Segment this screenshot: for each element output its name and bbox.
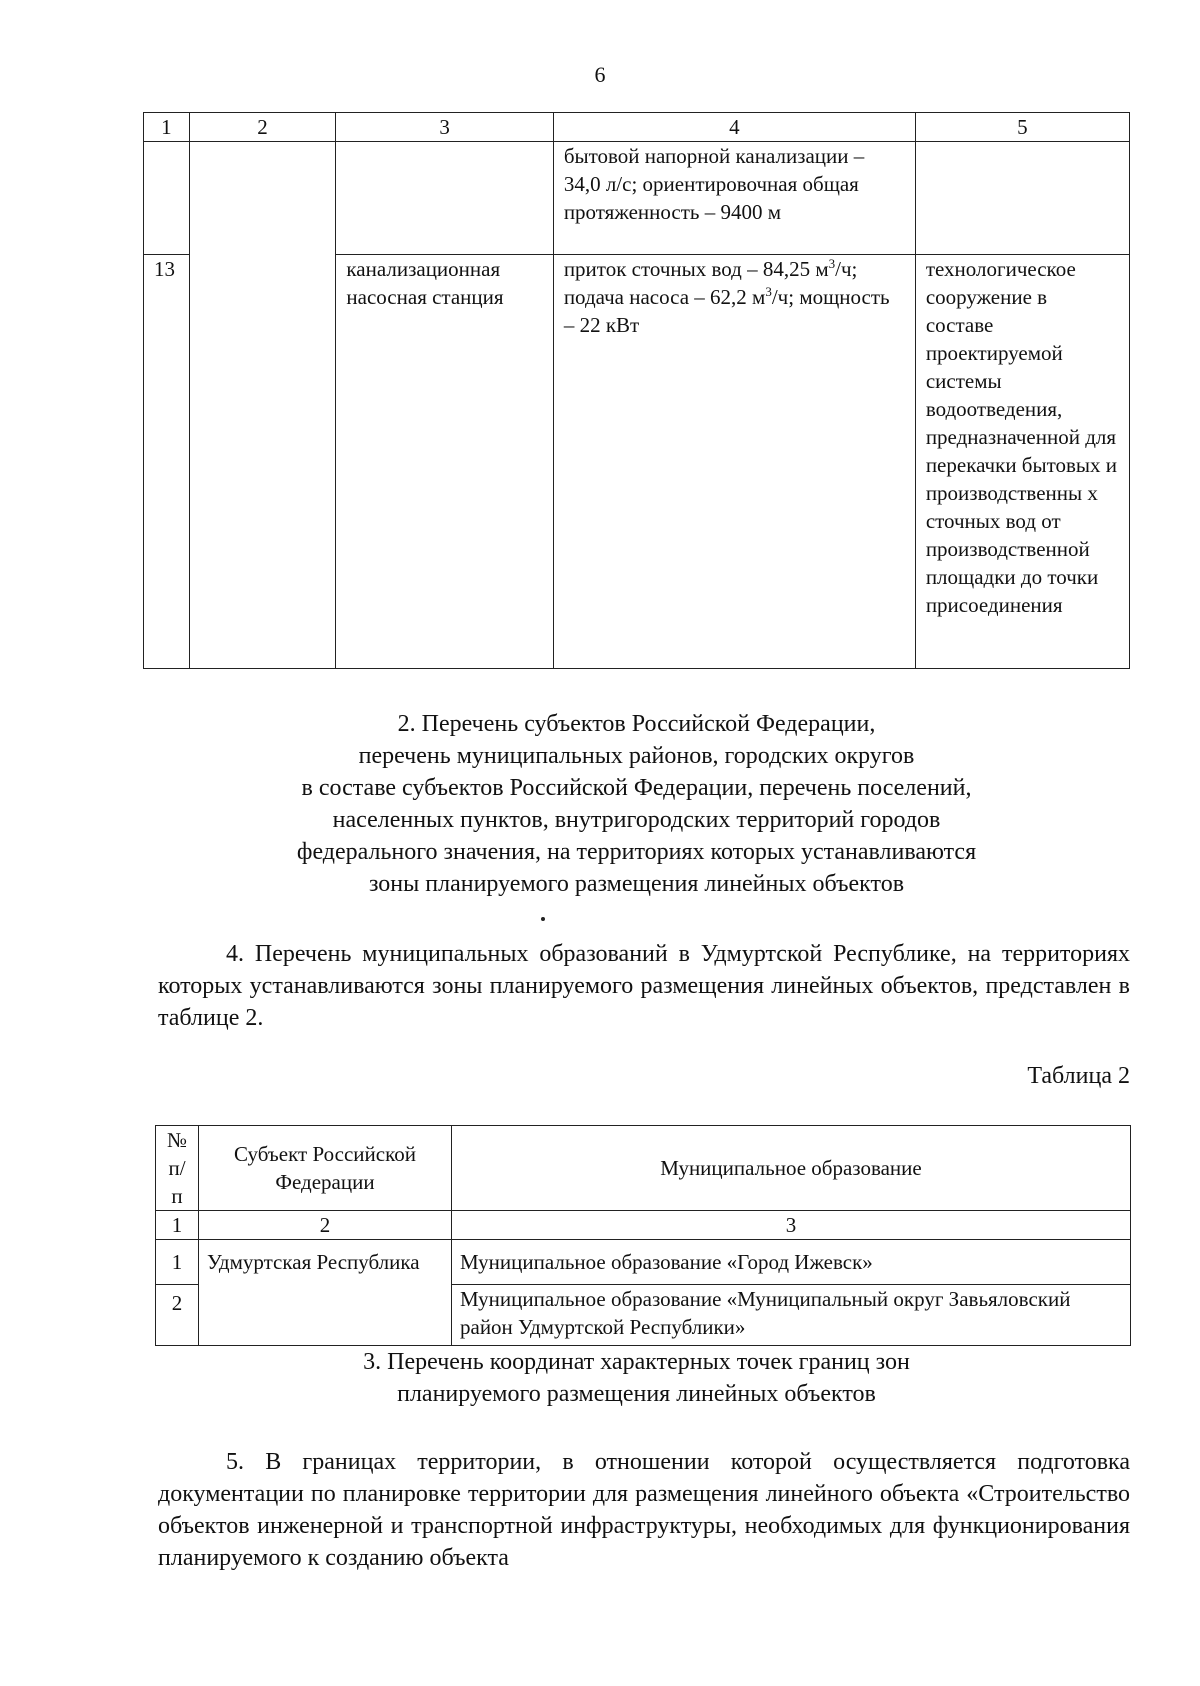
cell-characteristics [553,255,915,669]
cell-name [336,142,553,255]
municipality-cell: Муниципальное образование «Муниципальный округ Завьяловский район Удмуртской Республики» [452,1285,1131,1346]
table-caption: Таблица 2 [1027,1063,1130,1089]
subject-cell: Удмуртская Республика [199,1240,452,1346]
heading-line: перечень муниципальных районов, городских округов [358,743,915,769]
column-number: 3 [452,1211,1131,1240]
text-fragment: /ч; мощность – 22 кВт [563,285,890,337]
superscript: 3 [765,284,772,299]
cell-number: 13 [144,255,190,669]
header-cell: 2 [189,113,336,142]
cell-col2 [189,142,336,669]
section-2-heading [143,708,1130,900]
heading-line: федерального значения, на территориях которых устанавливаются [296,839,977,865]
row-number: 1 [156,1240,199,1285]
heading-line: населенных пунктов, внутригородских территорий городов [332,807,941,833]
column-number: 2 [199,1211,452,1240]
header-cell-number: № п/п [156,1126,199,1211]
cell-name: канализационная насосная станция [336,255,553,669]
column-number: 1 [156,1211,199,1240]
stray-mark [541,917,545,921]
heading-line: планируемого размещения линейных объектов [397,1381,876,1407]
header-cell-subject: Субъект Российской Федерации [199,1126,452,1211]
page-number: 6 [594,62,606,87]
heading-line: в составе субъектов Российской Федерации, перечень поселений, [301,775,972,801]
header-cell: 1 [144,113,190,142]
table-row [156,1240,1131,1285]
heading-line: 2. Перечень субъектов Российской Федерации, [397,711,876,737]
cell-purpose [915,142,1129,255]
table-row [144,142,1130,255]
cell-number [144,142,190,255]
paragraph-4: 4. Перечень муниципальных образований в Удмуртской Республике, на территориях которых устанавливаются зоны планируемого размещения линейных объектов, представлен в таблице 2. [158,941,1130,1031]
heading-line: 3. Перечень координат характерных точек границ зон [363,1349,910,1375]
superscript: 3 [828,256,836,271]
heading-line: зоны планируемого размещения линейных объектов [368,871,905,897]
cell-characteristics: бытовой напорной канализации – 34,0 л/с; ориентировочная общая протяженность – 9400 м [553,142,915,255]
text-fragment: приток сточных вод – 84,25 м [563,257,829,281]
municipalities-table [155,1125,1131,1346]
text-fragment: /ч; подача насоса – 62,2 м [563,257,858,309]
table-header-row [156,1126,1131,1211]
column-number-row [156,1211,1131,1240]
row-number: 2 [156,1285,199,1346]
municipality-cell: Муниципальное образование «Город Ижевск» [452,1240,1131,1285]
header-cell: 3 [336,113,553,142]
objects-table [143,112,1130,669]
section-3-heading [143,1346,1130,1410]
header-cell-municipality: Муниципальное образование [452,1126,1131,1211]
table-header-row [144,113,1130,142]
cell-purpose: технологическое сооружение в составе проектируемой системы водоотведения, предназначенной для перекачки бытовых и производственны х сточных вод от производственной площадки до точки присоединения [915,255,1129,669]
header-cell: 4 [553,113,915,142]
paragraph-5: 5. В границах территории, в отношении которой осуществляется подготовка документации по планировке территории для размещения линейного объекта «Строительство объектов инженерной и транспортной инфраструктуры, необходимых для функционирования планируемого к созданию объекта [158,1449,1130,1571]
header-cell: 5 [915,113,1129,142]
